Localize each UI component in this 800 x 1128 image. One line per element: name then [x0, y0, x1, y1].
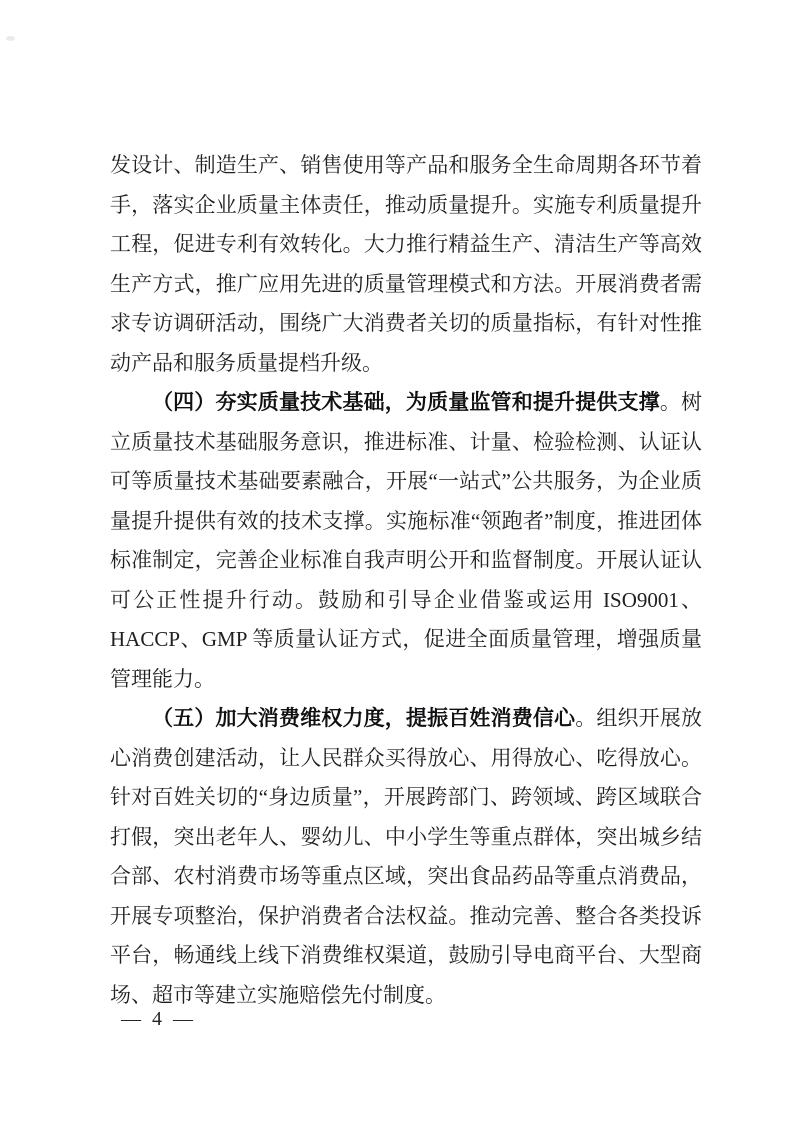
paragraph-text: 。组织开展放心消费创建活动，让人民群众买得放心、用得放心、吃得放心。针对百姓关切的“身边质量”，开展跨部门、跨领域、跨区域联合打假，突出老年人、婴幼儿、中小学生等重点群体，突出城乡结合部、农村消费市场等重点区域，突出食品药品等重点消费品，开展专项整治，保护消费者合法权益。推动完善、整合各类投诉平台，畅通线上线下消费维权渠道，鼓励引导电商平台、大型商场、超市等建立实施赔偿先付制度。 [110, 706, 703, 1007]
document-body [110, 146, 702, 1015]
section-4-heading: （四）夯实质量技术基础，为质量监管和提升提供支撑 [152, 390, 660, 414]
section-5-paragraph [110, 699, 702, 1015]
section-5-heading: （五）加大消费维权力度，提振百姓消费信心 [152, 706, 576, 730]
paragraph-continuation [110, 146, 702, 383]
paragraph-text: 。树立质量技术基础服务意识，推进标准、计量、检验检测、认证认可等质量技术基础要素融合，开展“一站式”公共服务，为企业质量提升提供有效的技术支撑。实施标准“领跑者”制度，推进团体标准制定，完善企业标准自我声明公开和监督制度。开展认证认可公正性提升行动。鼓励和引导企业借鉴或运用 ISO9001、HACCP、GMP 等质量认证方式，促进全面质量管理，增强质量管理能力。 [110, 390, 703, 691]
page-number: — 4 — [121, 1008, 196, 1030]
scan-artifact [6, 36, 15, 41]
section-4-paragraph [110, 383, 702, 699]
paragraph-text: 发设计、制造生产、销售使用等产品和服务全生命周期各环节着手，落实企业质量主体责任，推动质量提升。实施专利质量提升工程，促进专利有效转化。大力推行精益生产、清洁生产等高效生产方式，推广应用先进的质量管理模式和方法。开展消费者需求专访调研活动，围绕广大消费者关切的质量指标，有针对性推动产品和服务质量提档升级。 [110, 153, 702, 375]
